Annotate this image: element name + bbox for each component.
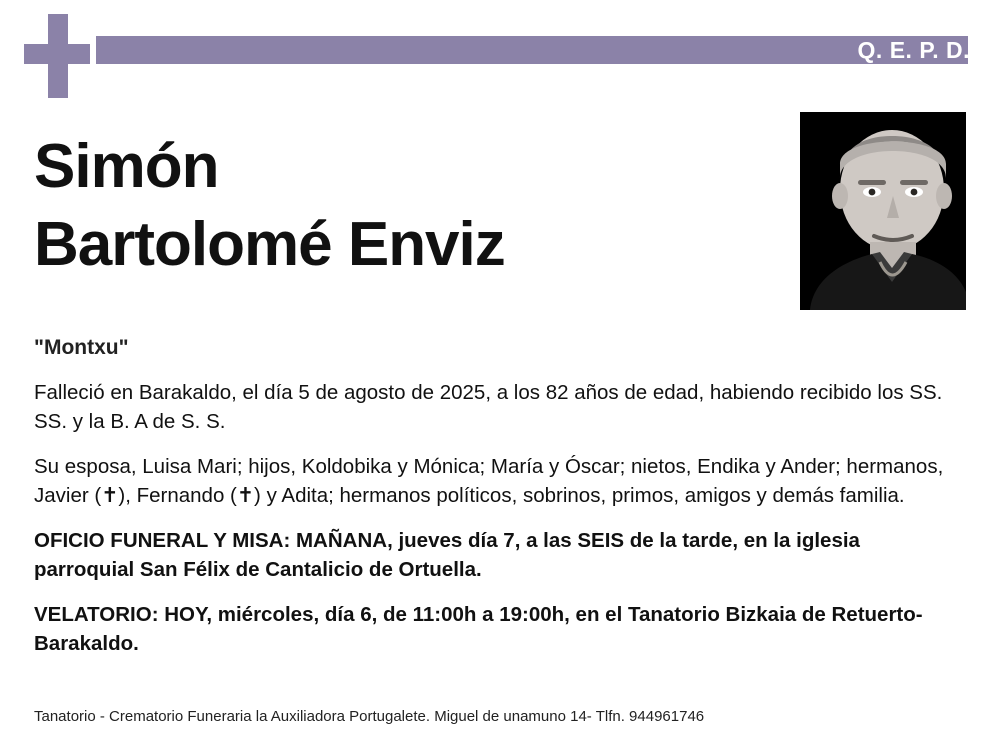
nickname: "Montxu" (34, 336, 129, 359)
paragraph-family: Su esposa, Luisa Mari; hijos, Koldobika y Mónica; María y Óscar; nietos, Endika y Ander; hermanos, Javier (✝), Fernando (✝) y Adita; hermanos políticos, sobrinos, primos, amigos y demás familia. (34, 455, 944, 507)
deceased-name (34, 128, 794, 284)
banner-bar (96, 36, 968, 64)
paragraph-death-info: Falleció en Barakaldo, el día 5 de agosto de 2025, a los 82 años de edad, habiendo recibido los SS. SS. y la B. A de S. S. (34, 381, 943, 433)
cross-icon (24, 14, 90, 98)
paragraph-wake: VELATORIO: HOY, miércoles, día 6, de 11:00h a 19:00h, en el Tanatorio Bizkaia de Retuerto-Barakaldo. (34, 603, 923, 655)
funeral-home-footer: Tanatorio - Crematorio Funeraria la Auxiliadora Portugalete. Miguel de unamuno 14- Tlfn. 944961746 (34, 708, 705, 725)
top-banner (0, 0, 984, 100)
paragraph-funeral-service: OFICIO FUNERAL Y MISA: MAÑANA, jueves día 7, a las SEIS de la tarde, en la iglesia parroquial San Félix de Cantalicio de Ortuella. (34, 529, 860, 581)
cross-horizontal-bar (24, 44, 90, 64)
obituary-body (34, 378, 950, 674)
portrait-illustration (800, 112, 966, 310)
portrait-photo (800, 112, 966, 310)
name-line-1: Simón (34, 132, 219, 201)
qepd-label: Q. E. P. D. (857, 37, 970, 63)
name-line-2: Bartolomé Enviz (34, 210, 505, 279)
